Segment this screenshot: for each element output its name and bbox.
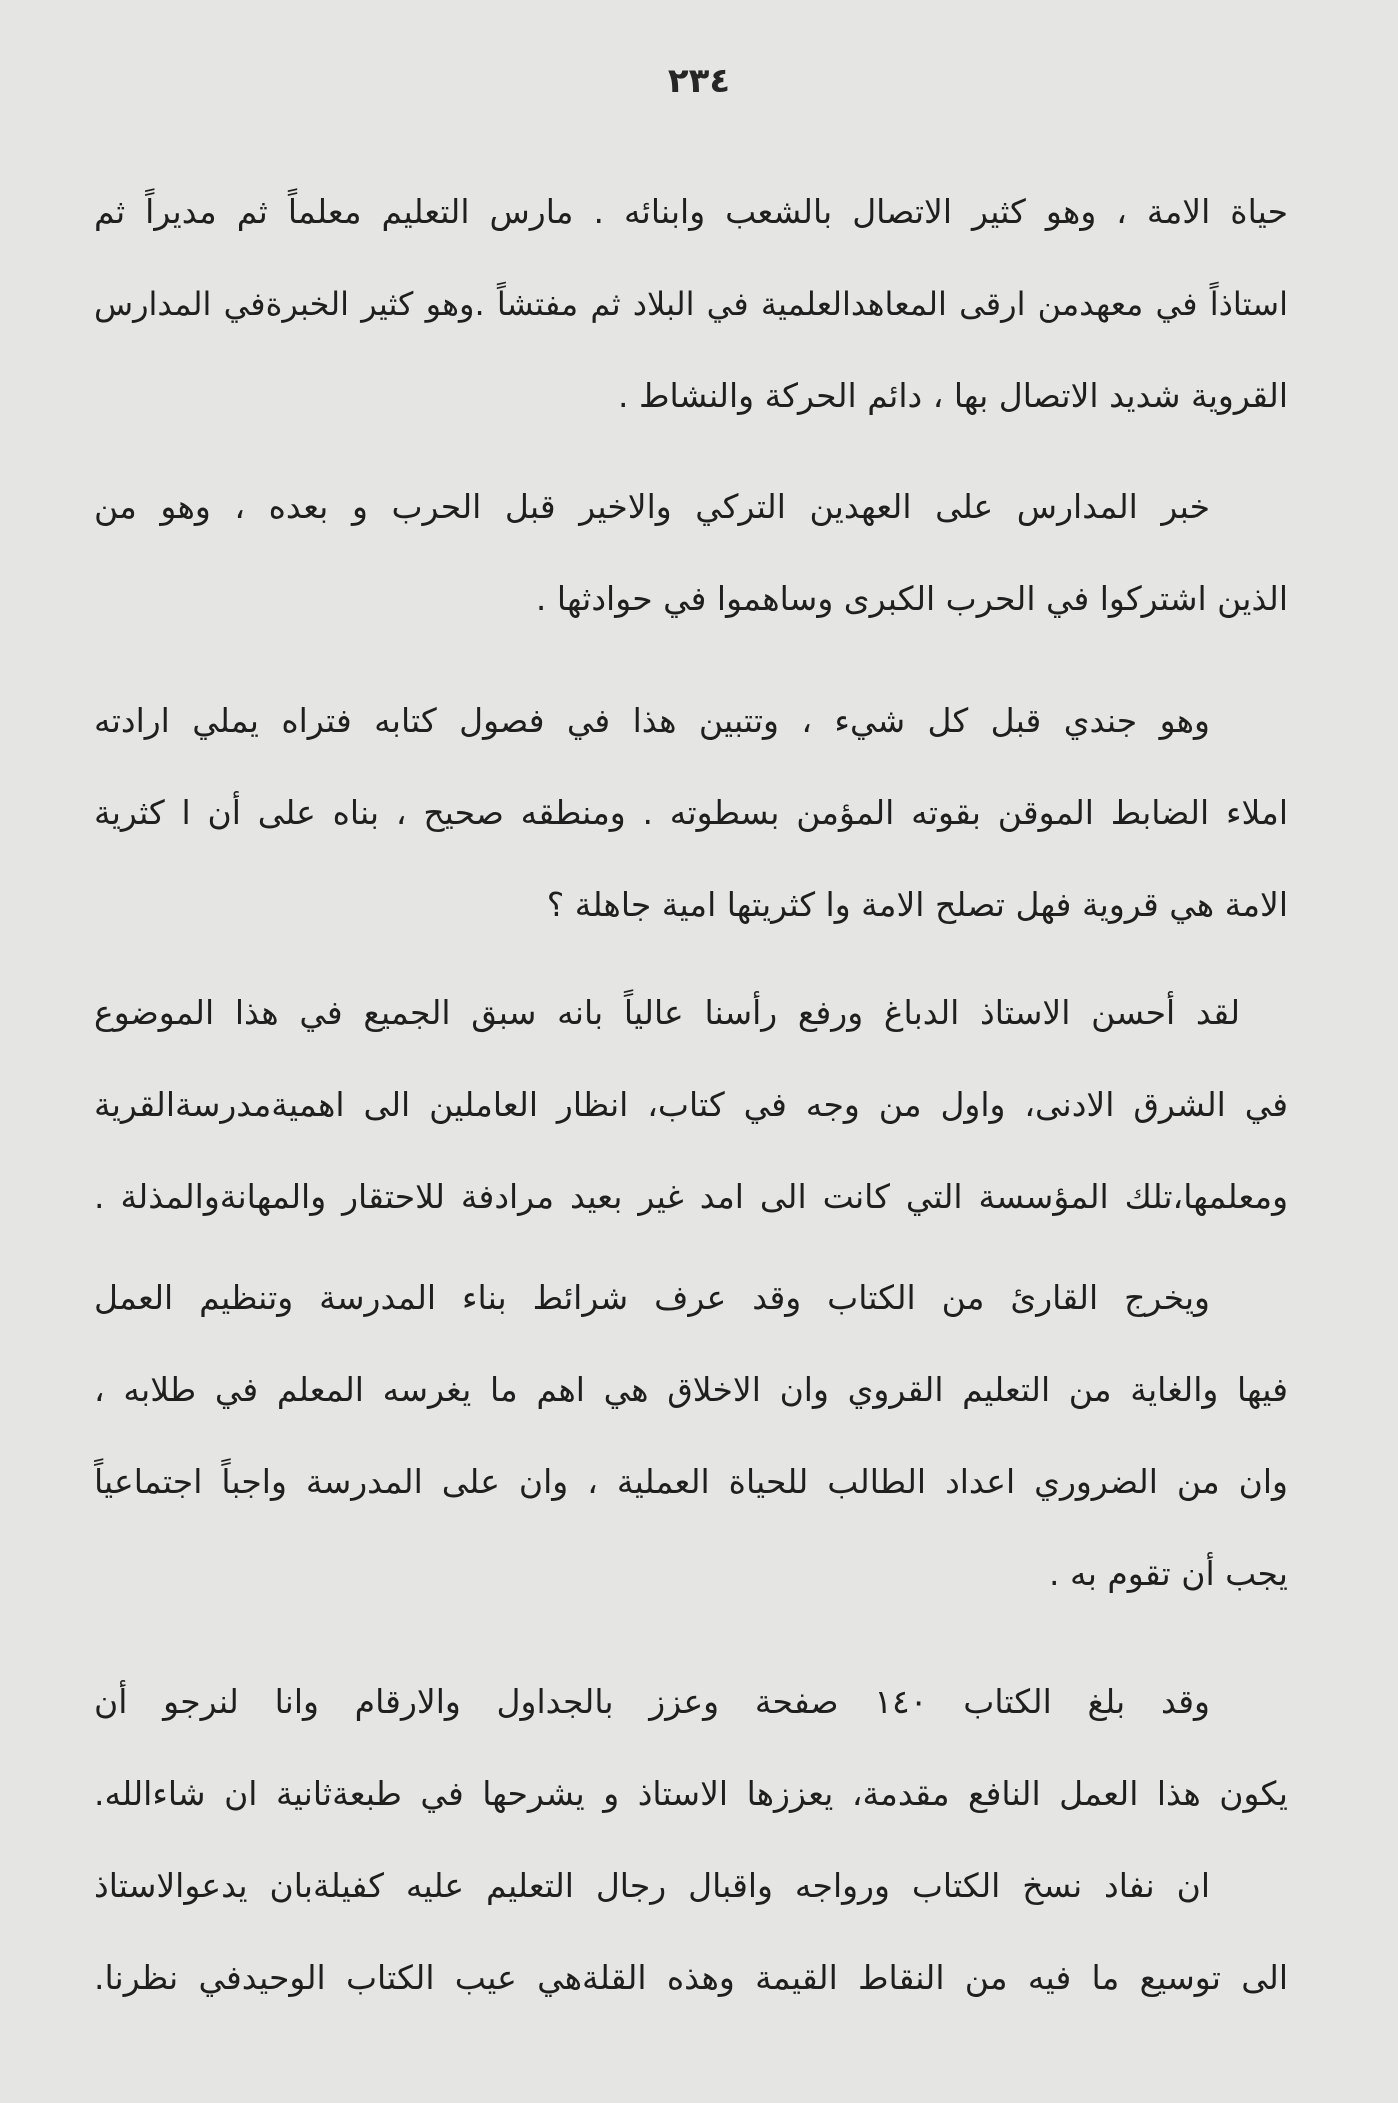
text-line: املاء الضابط الموقن بقوته المؤمن بسطوته . ومنطقه صحيح ، بناه على أن ا كثرية (94, 793, 1288, 832)
text-line: ومعلمها،تلك المؤسسة التي كانت الى امد غير بعيد مرادفة للاحتقار والمهانةوالمذلة . (94, 1177, 1288, 1216)
paragraph (94, 1840, 1288, 2024)
text-line: فيها والغاية من التعليم القروي وان الاخلاق هي اهم ما يغرسه المعلم في طلابه ، (94, 1370, 1288, 1409)
text-line: يكون هذا العمل النافع مقدمة، يعززها الاستاذ و يشرحها في طبعةثانية ان شاءالله. (94, 1774, 1288, 1813)
paragraph (94, 166, 1288, 442)
text-line: وان من الضروري اعداد الطالب للحياة العملية ، وان على المدرسة واجباً اجتماعياً (94, 1462, 1288, 1501)
text-line: ان نفاد نسخ الكتاب ورواجه واقبال رجال التعليم عليه كفيلةبان يدعوالاستاذ (94, 1866, 1210, 1905)
text-line: في الشرق الادنى، واول من وجه في كتاب، انظار العاملين الى اهميةمدرسةالقرية (94, 1085, 1288, 1124)
text-line: الذين اشتركوا في الحرب الكبرى وساهموا في حوادثها . (535, 579, 1288, 618)
text-line: وهو جندي قبل كل شيء ، وتتبين هذا في فصول كتابه فتراه يملي ارادته (94, 701, 1210, 740)
paragraph (94, 675, 1288, 951)
page-number: ٢٣٤ (667, 61, 731, 101)
paragraph (94, 1252, 1288, 1620)
text-line: ويخرج القارئ من الكتاب وقد عرف شرائط بناء المدرسة وتنظيم العمل (94, 1278, 1210, 1317)
text-line: خبر المدارس على العهدين التركي والاخير قبل الحرب و بعده ، وهو من (94, 487, 1210, 526)
text-line: يجب أن تقوم به . (1049, 1554, 1288, 1593)
text-line: الى توسيع ما فيه من النقاط القيمة وهذه القلةهي عيب الكتاب الوحيدفي نظرنا. (94, 1958, 1288, 1997)
text-line: استاذاً في معهدمن ارقى المعاهدالعلمية في البلاد ثم مفتشاً .وهو كثير الخبرةفي المدارس (94, 285, 1288, 323)
text-line: وقد بلغ الكتاب ١٤٠ صفحة وعزز بالجداول والارقام وانا لنرجو أن (94, 1682, 1210, 1721)
text-line: لقد أحسن الاستاذ الدباغ ورفع رأسنا عالياً بانه سبق الجميع في هذا الموضوع (94, 993, 1240, 1032)
text-line: حياة الامة ، وهو كثير الاتصال بالشعب وابنائه . مارس التعليم معلماً ثم مديراً ثم (94, 192, 1288, 231)
paragraph (94, 461, 1288, 645)
paragraph (94, 1656, 1288, 1840)
text-line: القروية شديد الاتصال بها ، دائم الحركة والنشاط . (617, 376, 1288, 415)
text-line: الامة هي قروية فهل تصلح الامة وا كثريتها امية جاهلة ؟ (546, 885, 1288, 924)
paragraph (94, 967, 1288, 1243)
